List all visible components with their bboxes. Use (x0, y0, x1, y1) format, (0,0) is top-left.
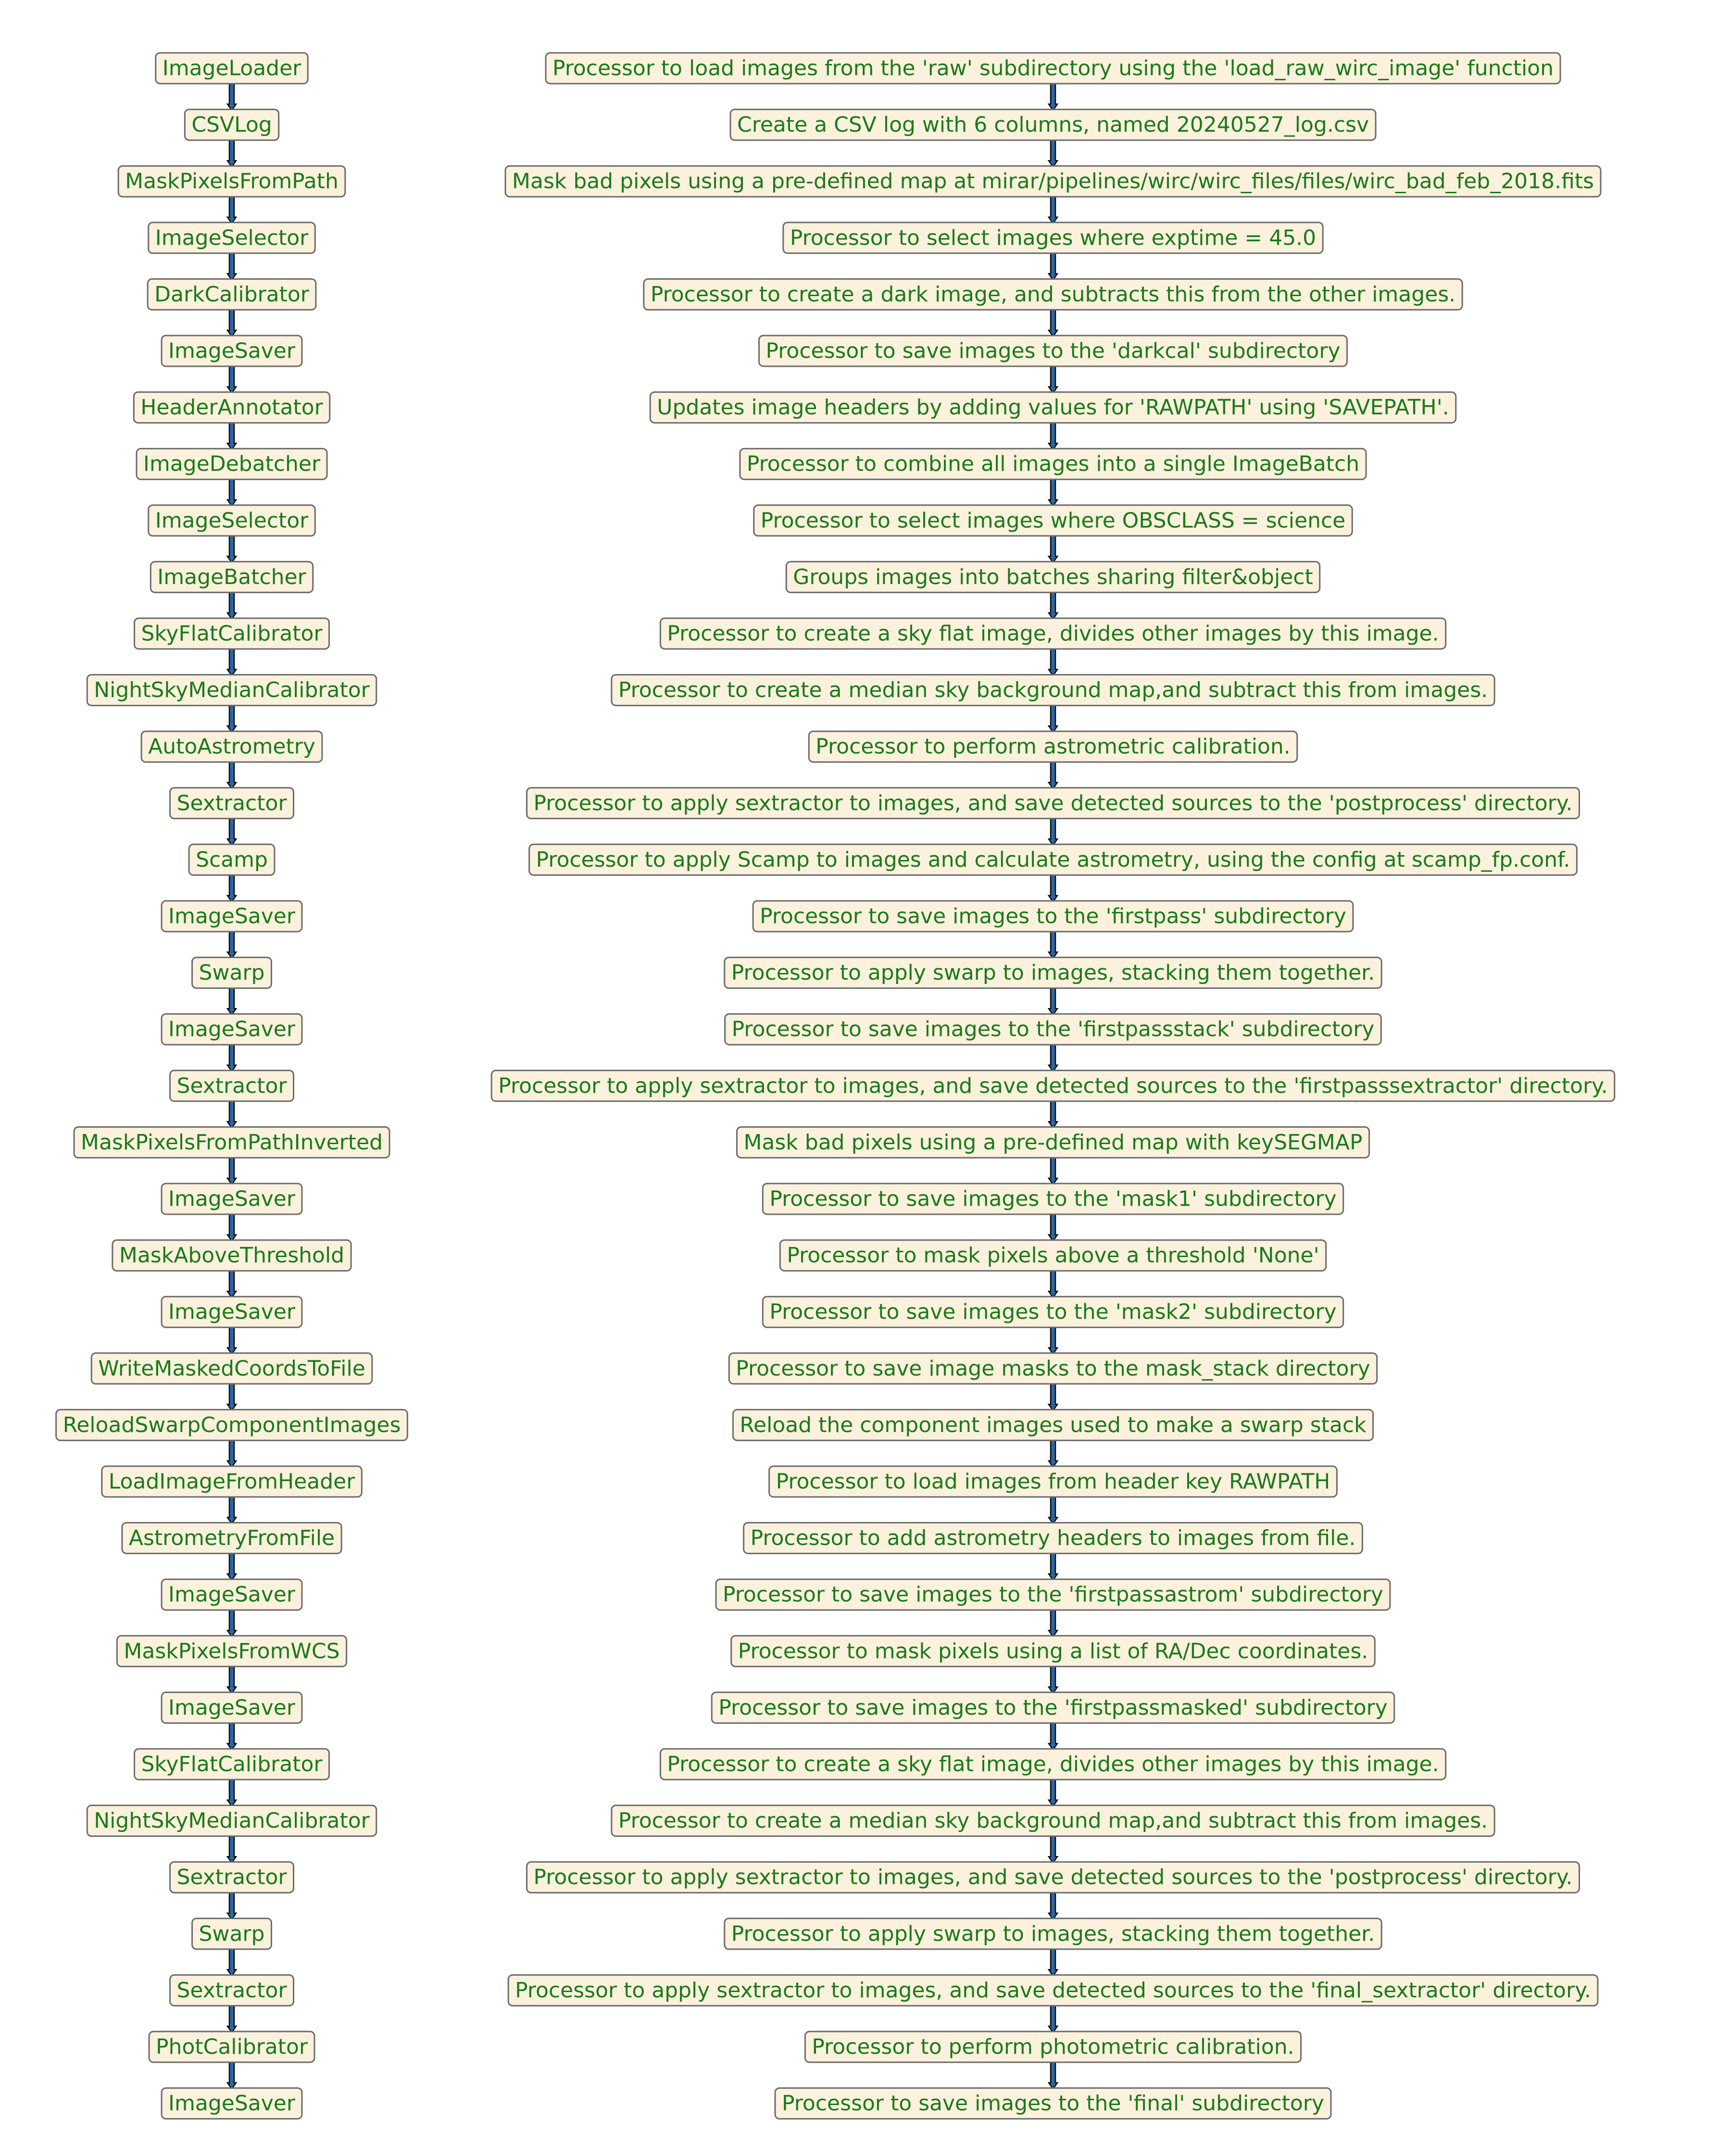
flow-arrow-left-18 (227, 1100, 236, 1128)
flow-arrow-right-26 (1049, 1553, 1057, 1581)
flow-arrow-right-16 (1049, 987, 1057, 1015)
flow-arrow-left-7 (227, 478, 236, 506)
flow-arrow-left-5 (227, 365, 236, 393)
step-16-processor-group (192, 958, 272, 988)
flow-arrow-right-11 (1049, 705, 1057, 733)
flow-arrow-right-25 (1049, 1496, 1057, 1524)
step-27-processor-label: ImageSaver (168, 1582, 295, 1607)
step-21-processor-group (113, 1240, 351, 1271)
step-11-processor-group (87, 675, 376, 706)
flow-arrow-left-24 (227, 1439, 236, 1467)
step-21-description-group (780, 1240, 1326, 1271)
step-5-processor-group (162, 336, 302, 366)
step-14-description-group (529, 844, 1577, 875)
step-28-processor-group (117, 1636, 346, 1667)
step-6-processor-group (134, 392, 329, 423)
flow-arrow-left-25 (227, 1496, 236, 1524)
step-18-processor-label: Sextractor (176, 1073, 287, 1098)
flow-arrow-left-13 (227, 818, 236, 846)
flow-arrow-left-20 (227, 1213, 236, 1241)
flow-arrow-left-27 (227, 1609, 236, 1637)
flow-arrow-right-1 (1049, 139, 1057, 167)
step-17-description-label: Processor to save images to the 'firstpassstack' subdirectory (731, 1017, 1375, 1042)
flow-arrow-right-19 (1049, 1157, 1057, 1184)
step-33-processor-label: Swarp (199, 1921, 265, 1946)
step-21-processor-label: MaskAboveThreshold (119, 1243, 345, 1268)
step-0-description-group (546, 53, 1560, 84)
step-36-processor-label: ImageSaver (168, 2091, 295, 2116)
flow-arrow-right-9 (1049, 591, 1057, 619)
step-19-description-label: Mask bad pixels using a pre-defined map with keySEGMAP (743, 1130, 1363, 1155)
step-1-description-group (730, 110, 1376, 140)
step-14-description-label: Processor to apply Scamp to images and calculate astrometry, using the config at scamp_fp.conf. (536, 847, 1570, 872)
step-27-description-label: Processor to save images to the 'firstpassastrom' subdirectory (723, 1582, 1383, 1607)
step-3-processor-label: ImageSelector (155, 225, 309, 250)
step-20-description-group (763, 1184, 1343, 1214)
step-16-description-label: Processor to apply swarp to images, stacking them together. (731, 960, 1375, 985)
flow-arrow-right-3 (1049, 252, 1057, 280)
flow-arrow-right-12 (1049, 761, 1057, 789)
flow-arrow-right-10 (1049, 648, 1057, 676)
step-15-description-label: Processor to save images to the 'firstpass' subdirectory (760, 904, 1346, 929)
step-16-description-group (725, 958, 1381, 988)
step-8-processor-group (149, 505, 315, 536)
step-6-description-label: Updates image headers by adding values for 'RAWPATH' using 'SAVEPATH'. (657, 395, 1449, 420)
flow-arrow-right-32 (1049, 1892, 1057, 1919)
step-35-description-group (805, 2031, 1301, 2062)
step-12-processor-label: AutoAstrometry (148, 734, 315, 759)
flow-arrow-right-17 (1049, 1044, 1057, 1072)
step-35-processor-label: PhotCalibrator (156, 2034, 308, 2059)
flow-arrow-right-21 (1049, 1270, 1057, 1298)
step-4-processor-group (148, 279, 316, 310)
step-18-description-group (491, 1071, 1615, 1101)
step-10-processor-label: SkyFlatCalibrator (141, 621, 323, 646)
flow-arrow-right-24 (1049, 1439, 1057, 1467)
step-15-processor-label: ImageSaver (168, 904, 295, 929)
step-32-processor-label: Sextractor (176, 1865, 287, 1890)
step-1-processor-group (185, 110, 278, 140)
step-36-description-group (775, 2088, 1331, 2119)
flow-arrow-right-20 (1049, 1213, 1057, 1241)
flow-arrow-left-6 (227, 422, 236, 450)
step-1-description-label: Create a CSV log with 6 columns, named 20240527_log.csv (737, 112, 1369, 137)
step-9-processor-group (151, 561, 313, 592)
step-26-processor-label: AstrometryFromFile (128, 1526, 335, 1551)
flow-arrow-right-8 (1049, 535, 1057, 563)
step-25-description-group (769, 1466, 1337, 1497)
step-2-processor-label: MaskPixelsFromPath (125, 169, 339, 194)
flow-arrow-right-34 (1049, 2005, 1057, 2032)
flow-arrow-right-7 (1049, 478, 1057, 506)
step-7-processor-group (137, 449, 327, 479)
step-25-processor-label: LoadImageFromHeader (108, 1469, 355, 1494)
flow-arrow-left-9 (227, 591, 236, 619)
step-21-description-label: Processor to mask pixels above a threshold 'None' (787, 1243, 1319, 1268)
step-28-processor-label: MaskPixelsFromWCS (124, 1639, 340, 1664)
step-25-description-label: Processor to load images from header key RAWPATH (776, 1469, 1330, 1494)
flow-arrow-left-10 (227, 648, 236, 676)
flow-arrow-left-3 (227, 252, 236, 280)
step-7-processor-label: ImageDebatcher (143, 451, 321, 476)
step-0-processor-group (156, 53, 308, 84)
step-34-processor-group (170, 1975, 293, 2006)
step-36-processor-group (162, 2088, 302, 2119)
flow-arrow-right-4 (1049, 309, 1057, 336)
step-33-description-label: Processor to apply swarp to images, stacking them together. (731, 1921, 1375, 1946)
step-20-description-label: Processor to save images to the 'mask1' subdirectory (769, 1186, 1337, 1211)
step-19-description-group (737, 1127, 1369, 1158)
flow-arrow-right-30 (1049, 1779, 1057, 1807)
step-7-description-label: Processor to combine all images into a single ImageBatch (746, 451, 1360, 476)
step-14-processor-label: Scamp (196, 847, 268, 872)
step-14-processor-group (189, 844, 275, 875)
step-1-processor-label: CSVLog (191, 112, 272, 137)
flow-arrow-left-16 (227, 987, 236, 1015)
flow-arrow-right-14 (1049, 874, 1057, 902)
step-15-description-group (753, 901, 1353, 932)
flow-arrow-right-2 (1049, 196, 1057, 224)
step-30-description-label: Processor to create a sky flat image, divides other images by this image. (667, 1752, 1439, 1777)
flow-arrow-left-21 (227, 1270, 236, 1298)
boxes-layer (56, 53, 1615, 2119)
step-27-processor-group (162, 1579, 302, 1610)
step-36-description-label: Processor to save images to the 'final' subdirectory (782, 2091, 1324, 2116)
step-26-description-group (744, 1523, 1363, 1554)
step-11-description-label: Processor to create a median sky background map,and subtract this from images. (618, 678, 1488, 703)
step-16-processor-label: Swarp (199, 960, 265, 985)
flow-arrow-left-11 (227, 705, 236, 733)
step-35-description-label: Processor to perform photometric calibration. (812, 2034, 1294, 2059)
step-10-description-label: Processor to create a sky flat image, divides other images by this image. (667, 621, 1439, 646)
step-31-description-group (612, 1806, 1494, 1836)
step-32-processor-group (170, 1862, 293, 1893)
step-17-processor-label: ImageSaver (168, 1017, 295, 1042)
step-8-description-group (754, 505, 1352, 536)
flow-arrow-left-22 (227, 1326, 236, 1354)
flow-arrow-right-28 (1049, 1666, 1057, 1694)
step-22-processor-label: ImageSaver (168, 1299, 295, 1324)
step-13-processor-group (170, 788, 293, 819)
step-9-description-group (786, 561, 1319, 592)
flow-arrow-right-29 (1049, 1722, 1057, 1750)
flow-arrow-right-18 (1049, 1100, 1057, 1128)
flow-arrow-right-23 (1049, 1383, 1057, 1411)
flow-arrow-right-6 (1049, 422, 1057, 450)
flow-arrow-left-12 (227, 761, 236, 789)
flow-arrow-left-29 (227, 1722, 236, 1750)
step-10-description-group (660, 618, 1445, 649)
step-23-description-group (729, 1353, 1377, 1384)
flow-arrow-left-35 (227, 2061, 236, 2089)
step-4-description-label: Processor to create a dark image, and subtracts this from the other images. (650, 282, 1456, 307)
flow-arrow-right-13 (1049, 818, 1057, 846)
step-24-processor-label: ReloadSwarpComponentImages (63, 1412, 401, 1437)
step-2-description-label: Mask bad pixels using a pre-defined map at mirar/pipelines/wirc/wirc_files/files/wirc_bad_feb_2018.fits (512, 169, 1594, 194)
step-23-processor-label: WriteMaskedCoordsToFile (98, 1356, 365, 1381)
step-3-description-label: Processor to select images where exptime = 45.0 (790, 225, 1317, 250)
step-33-processor-group (192, 1919, 272, 1949)
flow-arrow-right-35 (1049, 2061, 1057, 2089)
flow-arrow-left-4 (227, 309, 236, 336)
step-23-processor-group (91, 1353, 372, 1384)
step-31-processor-group (87, 1806, 376, 1836)
step-6-description-group (650, 392, 1455, 423)
step-34-description-group (508, 1975, 1598, 2006)
step-18-processor-group (170, 1071, 293, 1101)
step-6-processor-label: HeaderAnnotator (140, 395, 323, 420)
flow-arrow-left-1 (227, 139, 236, 167)
flow-arrow-left-26 (227, 1553, 236, 1581)
step-13-processor-label: Sextractor (176, 791, 287, 816)
step-22-processor-group (162, 1296, 302, 1327)
step-29-description-group (712, 1692, 1394, 1723)
flow-arrow-right-0 (1049, 83, 1057, 111)
step-30-processor-label: SkyFlatCalibrator (141, 1752, 323, 1777)
step-7-description-group (740, 449, 1366, 479)
step-2-processor-group (118, 166, 345, 197)
flow-arrow-right-31 (1049, 1835, 1057, 1863)
step-0-processor-label: ImageLoader (162, 56, 301, 81)
step-8-processor-label: ImageSelector (155, 508, 309, 533)
flow-arrow-left-14 (227, 874, 236, 902)
step-32-description-label: Processor to apply sextractor to images, and save detected sources to the 'postprocess' directory. (533, 1865, 1573, 1890)
step-0-description-label: Processor to load images from the 'raw' subdirectory using the 'load_raw_wirc_image' function (552, 56, 1554, 81)
step-11-processor-label: NightSkyMedianCalibrator (94, 678, 370, 703)
flow-arrow-left-0 (227, 83, 236, 111)
flow-arrow-right-27 (1049, 1609, 1057, 1637)
step-25-processor-group (102, 1466, 362, 1497)
step-30-description-group (660, 1749, 1445, 1780)
flow-arrow-right-15 (1049, 931, 1057, 959)
step-27-description-group (716, 1579, 1390, 1610)
step-31-description-label: Processor to create a median sky background map,and subtract this from images. (618, 1808, 1488, 1833)
step-5-processor-label: ImageSaver (168, 338, 295, 363)
step-12-description-group (809, 731, 1297, 762)
step-19-processor-group (74, 1127, 389, 1158)
step-17-description-group (725, 1014, 1381, 1045)
step-3-processor-group (149, 223, 315, 253)
flow-arrow-left-31 (227, 1835, 236, 1863)
step-24-description-label: Reload the component images used to make a swarp stack (740, 1412, 1367, 1437)
step-15-processor-group (162, 901, 302, 932)
step-29-processor-group (162, 1692, 302, 1723)
flow-arrow-left-15 (227, 931, 236, 959)
flow-arrow-right-5 (1049, 365, 1057, 393)
step-24-description-group (733, 1409, 1373, 1440)
step-22-description-group (763, 1296, 1343, 1327)
flow-arrow-right-33 (1049, 1948, 1057, 1976)
flow-arrow-left-28 (227, 1666, 236, 1694)
step-5-description-group (759, 336, 1347, 366)
step-3-description-group (783, 223, 1323, 253)
step-13-description-group (527, 788, 1580, 819)
flow-arrow-left-8 (227, 535, 236, 563)
step-23-description-label: Processor to save image masks to the mask_stack directory (736, 1356, 1370, 1381)
flow-arrow-left-23 (227, 1383, 236, 1411)
step-34-description-label: Processor to apply sextractor to images, and save detected sources to the 'final_sextractor' directory. (515, 1978, 1591, 2003)
step-22-description-label: Processor to save images to the 'mask2' subdirectory (769, 1299, 1337, 1324)
step-20-processor-label: ImageSaver (168, 1186, 295, 1211)
step-29-processor-label: ImageSaver (168, 1695, 295, 1720)
step-13-description-label: Processor to apply sextractor to images, and save detected sources to the 'postprocess' directory. (533, 791, 1573, 816)
step-31-processor-label: NightSkyMedianCalibrator (94, 1808, 370, 1833)
flow-arrow-left-2 (227, 196, 236, 224)
step-28-description-group (731, 1636, 1375, 1667)
step-12-processor-group (141, 731, 322, 762)
flow-arrow-left-33 (227, 1948, 236, 1976)
step-29-description-label: Processor to save images to the 'firstpassmasked' subdirectory (718, 1695, 1388, 1720)
flow-arrow-right-22 (1049, 1326, 1057, 1354)
flow-arrow-left-34 (227, 2005, 236, 2032)
step-26-processor-group (122, 1523, 341, 1554)
step-26-description-label: Processor to add astrometry headers to images from file. (750, 1526, 1356, 1551)
step-34-processor-label: Sextractor (176, 1978, 287, 2003)
step-24-processor-group (56, 1409, 408, 1440)
step-32-description-group (527, 1862, 1580, 1893)
step-35-processor-group (149, 2031, 314, 2062)
step-9-processor-label: ImageBatcher (157, 564, 306, 589)
step-12-description-label: Processor to perform astrometric calibration. (815, 734, 1291, 759)
step-18-description-label: Processor to apply sextractor to images, and save detected sources to the 'firstpasssextractor' directory. (498, 1073, 1608, 1098)
step-33-description-group (725, 1919, 1381, 1949)
step-19-processor-label: MaskPixelsFromPathInverted (80, 1130, 383, 1155)
step-20-processor-group (162, 1184, 302, 1214)
step-4-processor-label: DarkCalibrator (154, 282, 309, 307)
step-8-description-label: Processor to select images where OBSCLASS = science (760, 508, 1346, 533)
step-17-processor-group (162, 1014, 302, 1045)
flow-arrow-left-17 (227, 1044, 236, 1072)
step-11-description-group (612, 675, 1494, 706)
step-2-description-group (505, 166, 1601, 197)
step-9-description-label: Groups images into batches sharing filter&object (793, 564, 1313, 589)
flow-arrow-left-30 (227, 1779, 236, 1807)
flow-arrow-left-32 (227, 1892, 236, 1919)
step-4-description-group (644, 279, 1462, 310)
step-30-processor-group (134, 1749, 329, 1780)
step-5-description-label: Processor to save images to the 'darkcal' subdirectory (765, 338, 1341, 363)
step-28-description-label: Processor to mask pixels using a list of RA/Dec coordinates. (738, 1639, 1368, 1664)
step-10-processor-group (134, 618, 329, 649)
flow-arrow-left-19 (227, 1157, 236, 1184)
